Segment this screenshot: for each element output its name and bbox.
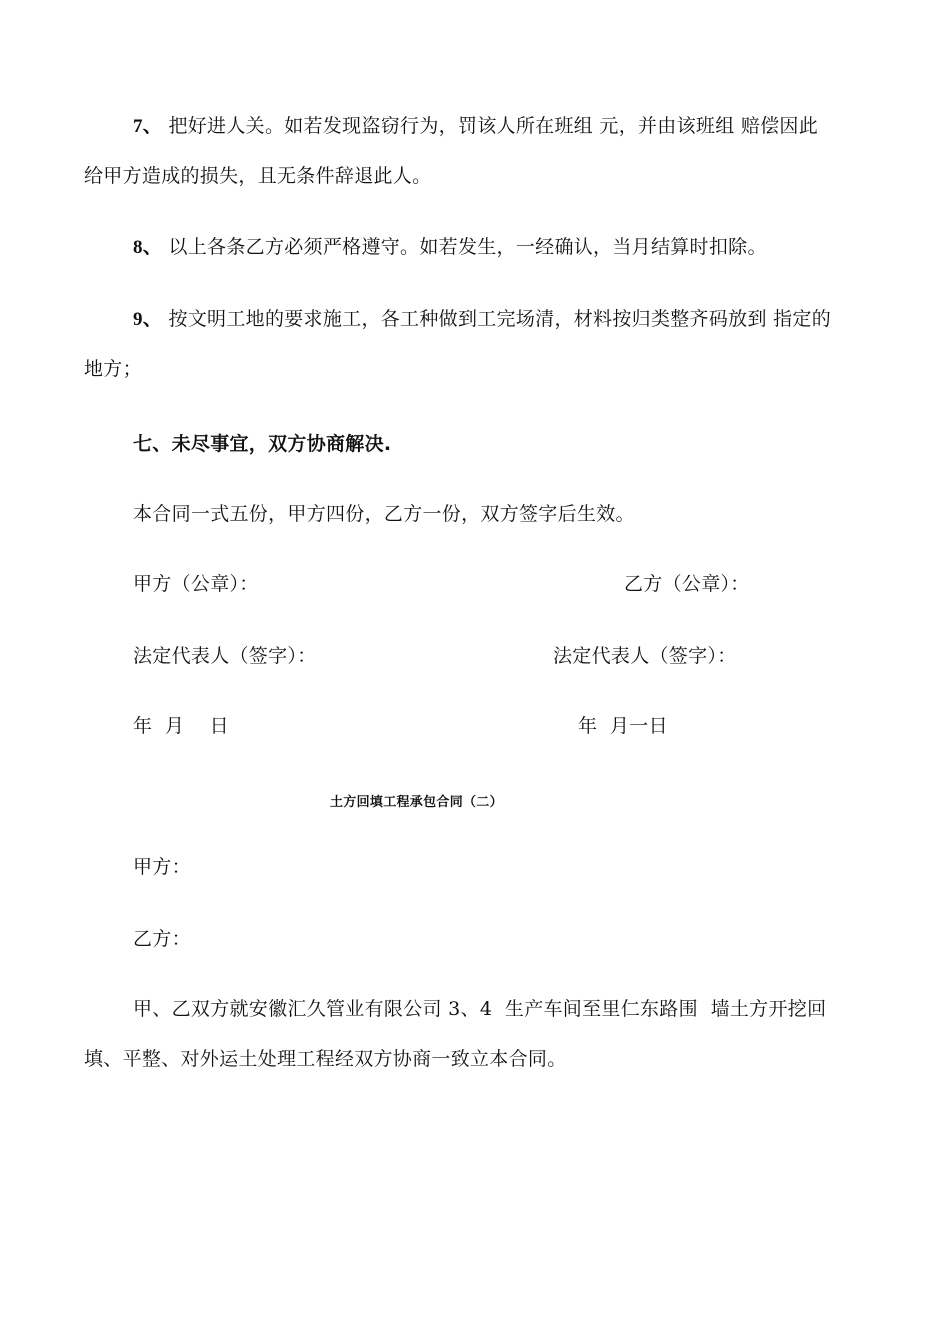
contract-2-title: 土方回填工程承包合同（二） xyxy=(330,795,503,810)
item-7-line-2: 给甲方造成的损失，且无条件辞退此人。 xyxy=(84,165,432,187)
contract-2-party-a: 甲方： xyxy=(133,856,191,878)
copies-clause: 本合同一式五份，甲方四份，乙方一份，双方签字后生效。 xyxy=(133,503,635,525)
item-7-number: 7、 xyxy=(133,116,163,137)
contract-2-party-b: 乙方： xyxy=(133,928,191,950)
item-7-line-1 xyxy=(133,114,818,139)
party-b-representative-label: 法定代表人（签字）： xyxy=(553,645,737,667)
party-a-date: 年 月 日 xyxy=(133,715,229,737)
item-9-text: 按文明工地的要求施工，各工种做到工完场清，材料按归类整齐码放到 指定的 xyxy=(168,308,831,330)
party-a-representative-label: 法定代表人（签字）： xyxy=(133,645,317,667)
contract-2-intro-line-1: 甲、乙双方就安徽汇久管业有限公司 3、4 生产车间至里仁东路围 墙土方开挖回 xyxy=(133,998,827,1020)
item-9-line-1 xyxy=(133,307,831,332)
item-7-text: 把好进人关。如若发现盗窃行为，罚该人所在班组 元，并由该班组 赔偿因此 xyxy=(168,115,819,137)
contract-2-intro-line-2: 填、平整、对外运土处理工程经双方协商一致立本合同。 xyxy=(84,1048,567,1070)
item-8-number: 8、 xyxy=(133,237,163,258)
party-b-seal-label: 乙方（公章）： xyxy=(624,573,750,595)
party-b-date: 年 月一日 xyxy=(578,715,668,737)
party-a-seal-label: 甲方（公章）： xyxy=(133,573,259,595)
item-9-number: 9、 xyxy=(133,309,163,330)
section-7-heading: 七、未尽事宜，双方协商解决. xyxy=(133,433,392,455)
item-8-text: 以上各条乙方必须严格遵守。如若发生，一经确认，当月结算时扣除。 xyxy=(168,236,767,258)
item-8-line-1 xyxy=(133,235,767,260)
item-9-line-2: 地方； xyxy=(84,358,142,380)
